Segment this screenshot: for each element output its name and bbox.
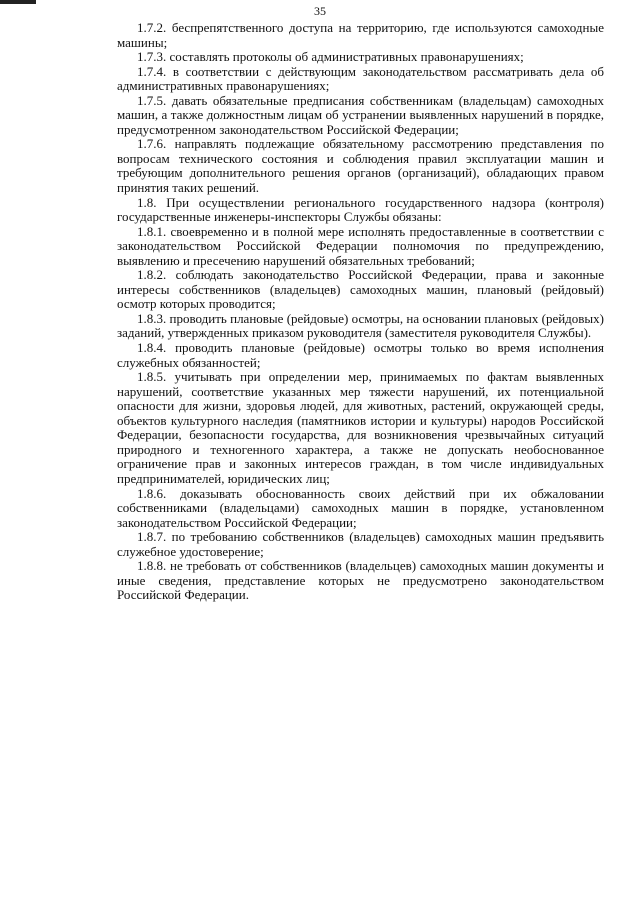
paragraph-1-8-2: 1.8.2. соблюдать законодательство Российской Федерации, права и законные интересы собственников (владельцев) самоходных машин, плановый (рейдовый) осмотр которых проводится;: [117, 267, 604, 312]
paragraph-1-8-8: 1.8.8. не требовать от собственников (владельцев) самоходных машин документы и иные сведения, представление которых не предусмотрено законодательством Российской Федерации.: [117, 558, 604, 603]
paragraph-1-8-3: 1.8.3. проводить плановые (рейдовые) осмотры, на основании плановых (рейдовых) заданий, утвержденных приказом руководителя (заместителя руководителя Службы).: [117, 310, 604, 341]
paragraph-1-7-5: 1.7.5. давать обязательные предписания собственникам (владельцам) самоходных машин, а также должностным лицам об устранении выявленных нарушений в порядке, предусмотренном законодательством Российской Федерации;: [117, 92, 604, 137]
paragraph-1-8: 1.8. При осуществлении регионального государственного надзора (контроля) государственные инженеры-инспекторы Службы обязаны:: [117, 194, 604, 225]
page-number: 35: [314, 4, 326, 18]
paragraph-1-8-4: 1.8.4. проводить плановые (рейдовые) осмотры только во время исполнения служебных обязанностей;: [117, 340, 604, 370]
paragraph-1-8-6: 1.8.6. доказывать обоснованность своих действий при их обжаловании собственниками (владельцами) самоходных машин в порядке, установленном законодательством Российской Федерации;: [117, 485, 604, 530]
paragraph-1-8-5: 1.8.5. учитывать при определении мер, принимаемых по фактам выявленных нарушений, соответствие указанных мер тяжести нарушений, их потенциальной опасности для жизни, здоровья людей, для животных, растений, окружающей среды, объектов культурного наследия (памятников истории и культуры) народов Российской Федерации, безопасности государства, для возникновения чрезвычайных ситуаций природного и техногенного характера, а также не допускать необоснованное ограничение прав и законных интересов граждан, в том числе индивидуальных предпринимателей, юридических лиц;: [117, 369, 604, 486]
paragraph-1-7-3: 1.7.3. составлять протоколы об административных правонарушениях;: [137, 49, 524, 65]
paragraph-1-8-1: 1.8.1. своевременно и в полной мере исполнять предоставленные в соответствии с законодательством Российской Федерации полномочия по предупреждению, выявлению и пресечению нарушений обязательных требований;: [117, 223, 604, 268]
paragraph-1-7-4: 1.7.4. в соответствии с действующим законодательством рассматривать дела об административных правонарушениях;: [117, 63, 604, 94]
paragraph-1-8-7: 1.8.7. по требованию собственников (владельцев) самоходных машин предъявить служебное удостоверение;: [117, 529, 604, 559]
paragraph-1-7-6: 1.7.6. направлять подлежащие обязательному рассмотрению представления по вопросам технического состояния и соблюдения правил эксплуатации машин и требующим дополнительного решения органов (организаций), обладающих правом принятия таких решений.: [117, 136, 604, 196]
paragraph-1-7-2: 1.7.2. беспрепятственного доступа на территорию, где используются самоходные машины;: [117, 20, 604, 50]
document-body: [117, 21, 604, 603]
